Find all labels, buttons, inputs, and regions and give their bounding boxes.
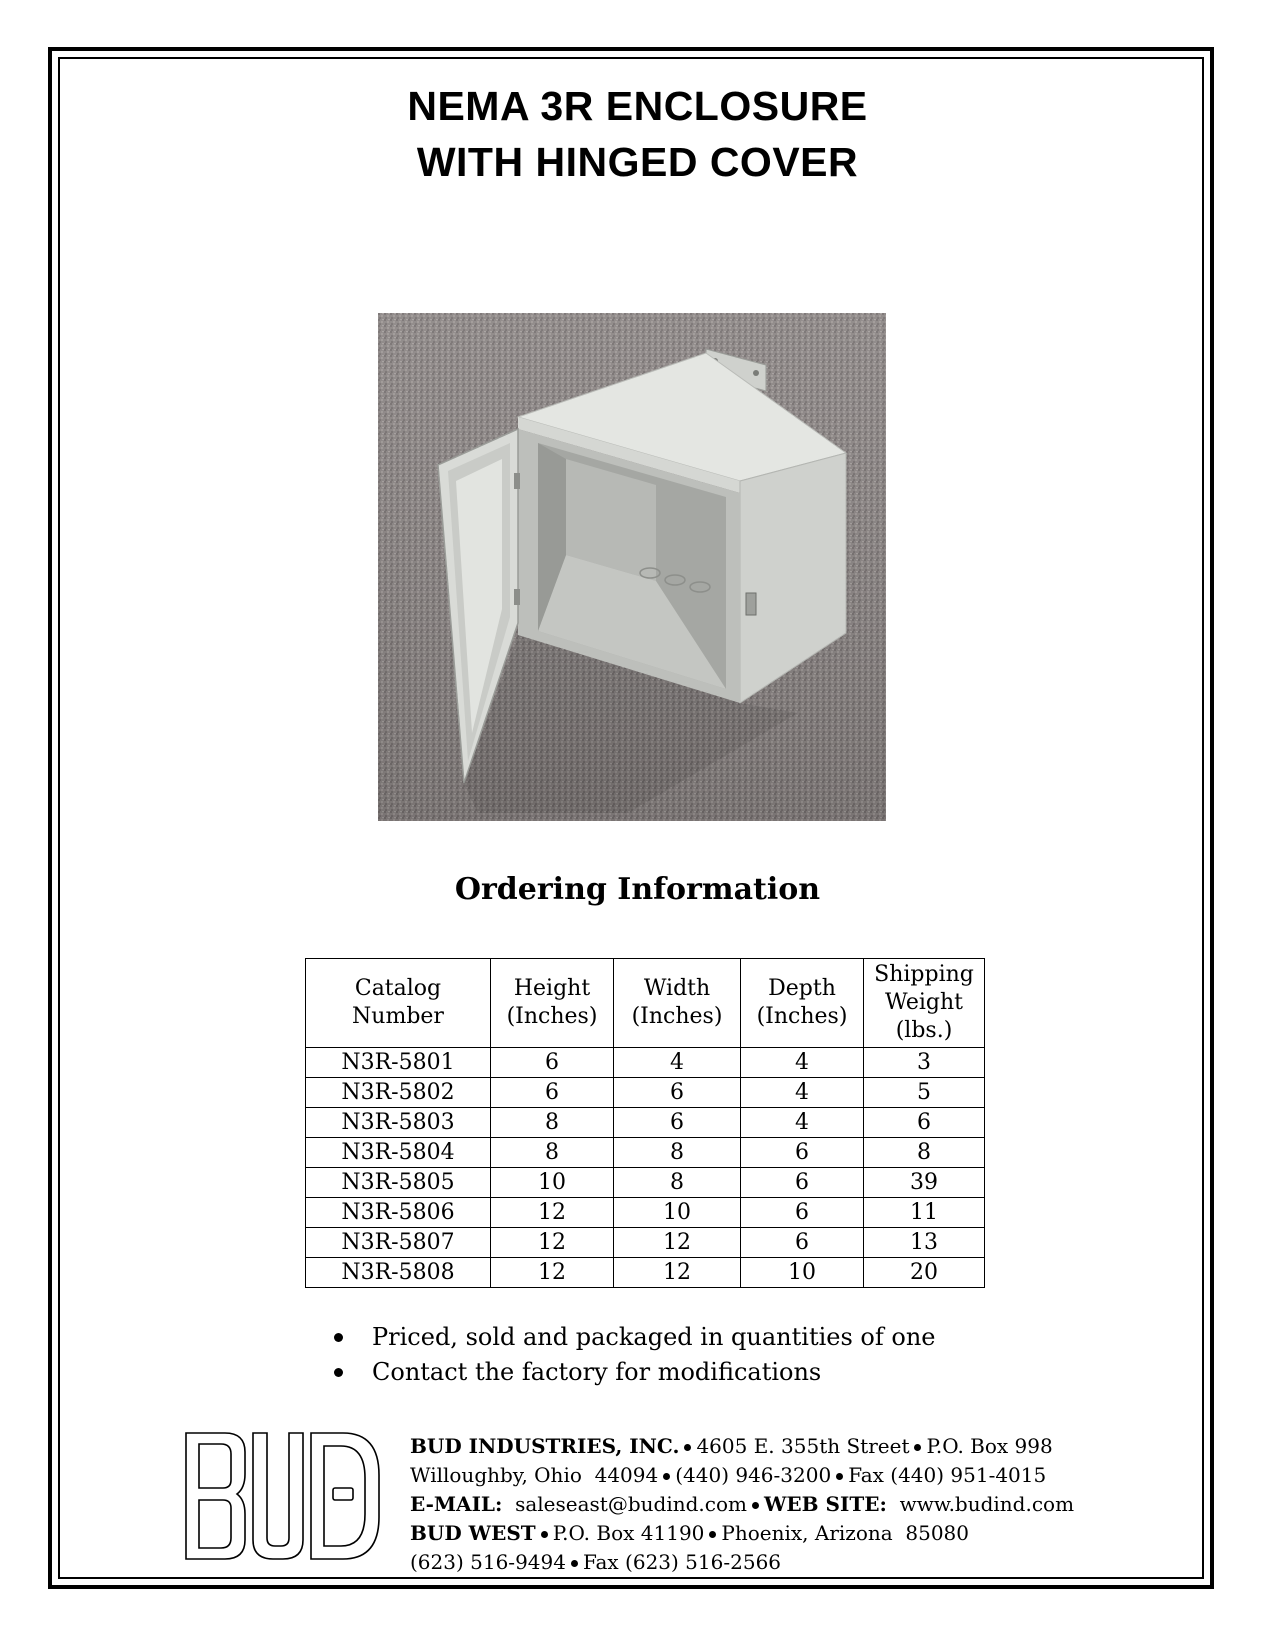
bullet-separator-icon [541, 1531, 548, 1538]
title-line-1: NEMA 3R ENCLOSURE [407, 83, 868, 129]
cell-height: 12 [491, 1198, 614, 1228]
cell-width: 10 [614, 1198, 741, 1228]
table-row [306, 1138, 985, 1168]
email-label: E-MAIL: [410, 1492, 503, 1516]
title-line-2: WITH HINGED COVER [416, 139, 859, 185]
cell-height: 12 [491, 1228, 614, 1258]
header-catalog-number [306, 959, 491, 1048]
cell-depth: 6 [741, 1198, 864, 1228]
cell-weight: 39 [864, 1168, 985, 1198]
website-link[interactable]: www.budind.com [899, 1492, 1075, 1516]
bullet-separator-icon [709, 1531, 716, 1538]
cell-height: 12 [491, 1258, 614, 1288]
west-city: Phoenix, Arizona 85080 [721, 1521, 969, 1545]
company-address: 4605 E. 355th Street [696, 1434, 910, 1458]
email-link[interactable]: saleseast@budind.com [515, 1492, 747, 1516]
cell-height: 8 [491, 1138, 614, 1168]
header-text: Width [643, 976, 711, 1001]
cell-width: 6 [614, 1078, 741, 1108]
list-item-text: Contact the factory for modifications [372, 1358, 822, 1386]
header-text: Weight [885, 990, 963, 1015]
cell-depth: 6 [741, 1168, 864, 1198]
bullet-separator-icon [571, 1560, 578, 1567]
cell-height: 6 [491, 1078, 614, 1108]
web-label: WEB SITE: [763, 1492, 887, 1516]
bullet-separator-icon [836, 1473, 843, 1480]
cell-catalog-number: N3R-5802 [306, 1078, 491, 1108]
cell-catalog-number: N3R-5804 [306, 1138, 491, 1168]
contact-line-5 [410, 1548, 1074, 1577]
header-text: Height [513, 976, 591, 1001]
table-row [306, 1048, 985, 1078]
list-item [330, 1355, 935, 1390]
header-shipping-weight [864, 959, 985, 1048]
header-text: Catalog Number [352, 976, 444, 1029]
table-header-row [306, 959, 985, 1048]
cell-catalog-number: N3R-5808 [306, 1258, 491, 1288]
cell-depth: 4 [741, 1048, 864, 1078]
header-text: (Inches) [506, 1004, 598, 1029]
contact-line-2 [410, 1461, 1074, 1490]
contact-line-3 [410, 1490, 1074, 1519]
list-item [330, 1320, 935, 1355]
cell-height: 8 [491, 1108, 614, 1138]
table-row [306, 1258, 985, 1288]
cell-catalog-number: N3R-5801 [306, 1048, 491, 1078]
company-city: Willoughby, Ohio 44094 [410, 1463, 659, 1487]
bullet-icon [334, 1368, 343, 1377]
cell-height: 6 [491, 1048, 614, 1078]
table-row [306, 1078, 985, 1108]
cell-catalog-number: N3R-5806 [306, 1198, 491, 1228]
bullet-separator-icon [684, 1444, 691, 1451]
header-text: (lbs.) [895, 1018, 953, 1043]
cell-depth: 6 [741, 1138, 864, 1168]
header-text: (Inches) [756, 1004, 848, 1029]
table-row [306, 1228, 985, 1258]
contact-line-4 [410, 1519, 1074, 1548]
ordering-table [305, 958, 985, 1288]
cell-depth: 6 [741, 1228, 864, 1258]
cell-weight: 11 [864, 1198, 985, 1228]
table-row [306, 1108, 985, 1138]
feature-list [330, 1320, 935, 1390]
company-phone: (440) 946-3200 [675, 1463, 832, 1487]
company-fax: Fax (440) 951-4015 [848, 1463, 1047, 1487]
cell-catalog-number: N3R-5807 [306, 1228, 491, 1258]
product-photo [378, 313, 886, 821]
bullet-separator-icon [663, 1473, 670, 1480]
west-label: BUD WEST [410, 1521, 536, 1545]
cell-width: 6 [614, 1108, 741, 1138]
table-row [306, 1168, 985, 1198]
cell-weight: 13 [864, 1228, 985, 1258]
cell-width: 12 [614, 1228, 741, 1258]
bullet-separator-icon [914, 1444, 921, 1451]
header-text: Shipping [874, 962, 974, 987]
cell-catalog-number: N3R-5805 [306, 1168, 491, 1198]
cell-width: 8 [614, 1138, 741, 1168]
cell-weight: 20 [864, 1258, 985, 1288]
section-heading-ordering: Ordering Information [454, 872, 821, 907]
header-height [491, 959, 614, 1048]
cell-weight: 5 [864, 1078, 985, 1108]
cell-depth: 10 [741, 1258, 864, 1288]
header-text: Depth [768, 976, 836, 1001]
cell-weight: 6 [864, 1108, 985, 1138]
cell-weight: 8 [864, 1138, 985, 1168]
bullet-icon [334, 1333, 343, 1342]
table-row [306, 1198, 985, 1228]
west-po-box: P.O. Box 41190 [552, 1521, 705, 1545]
cell-depth: 4 [741, 1108, 864, 1138]
header-width [614, 959, 741, 1048]
west-phone: (623) 516-9494 [410, 1550, 566, 1574]
contact-line-1 [410, 1432, 1074, 1461]
cell-height: 10 [491, 1168, 614, 1198]
cell-width: 12 [614, 1258, 741, 1288]
header-text: (Inches) [631, 1004, 723, 1029]
cell-width: 8 [614, 1168, 741, 1198]
list-item-text: Priced, sold and packaged in quantities of one [372, 1323, 936, 1351]
cell-width: 4 [614, 1048, 741, 1078]
cell-depth: 4 [741, 1078, 864, 1108]
cell-weight: 3 [864, 1048, 985, 1078]
bullet-separator-icon [752, 1502, 759, 1509]
company-name: BUD INDUSTRIES, INC. [410, 1434, 680, 1458]
company-po-box: P.O. Box 998 [926, 1434, 1053, 1458]
header-depth [741, 959, 864, 1048]
bud-logo [183, 1430, 383, 1562]
west-fax: Fax (623) 516-2566 [582, 1550, 782, 1574]
cell-catalog-number: N3R-5803 [306, 1108, 491, 1138]
company-contact-block [410, 1432, 1074, 1577]
